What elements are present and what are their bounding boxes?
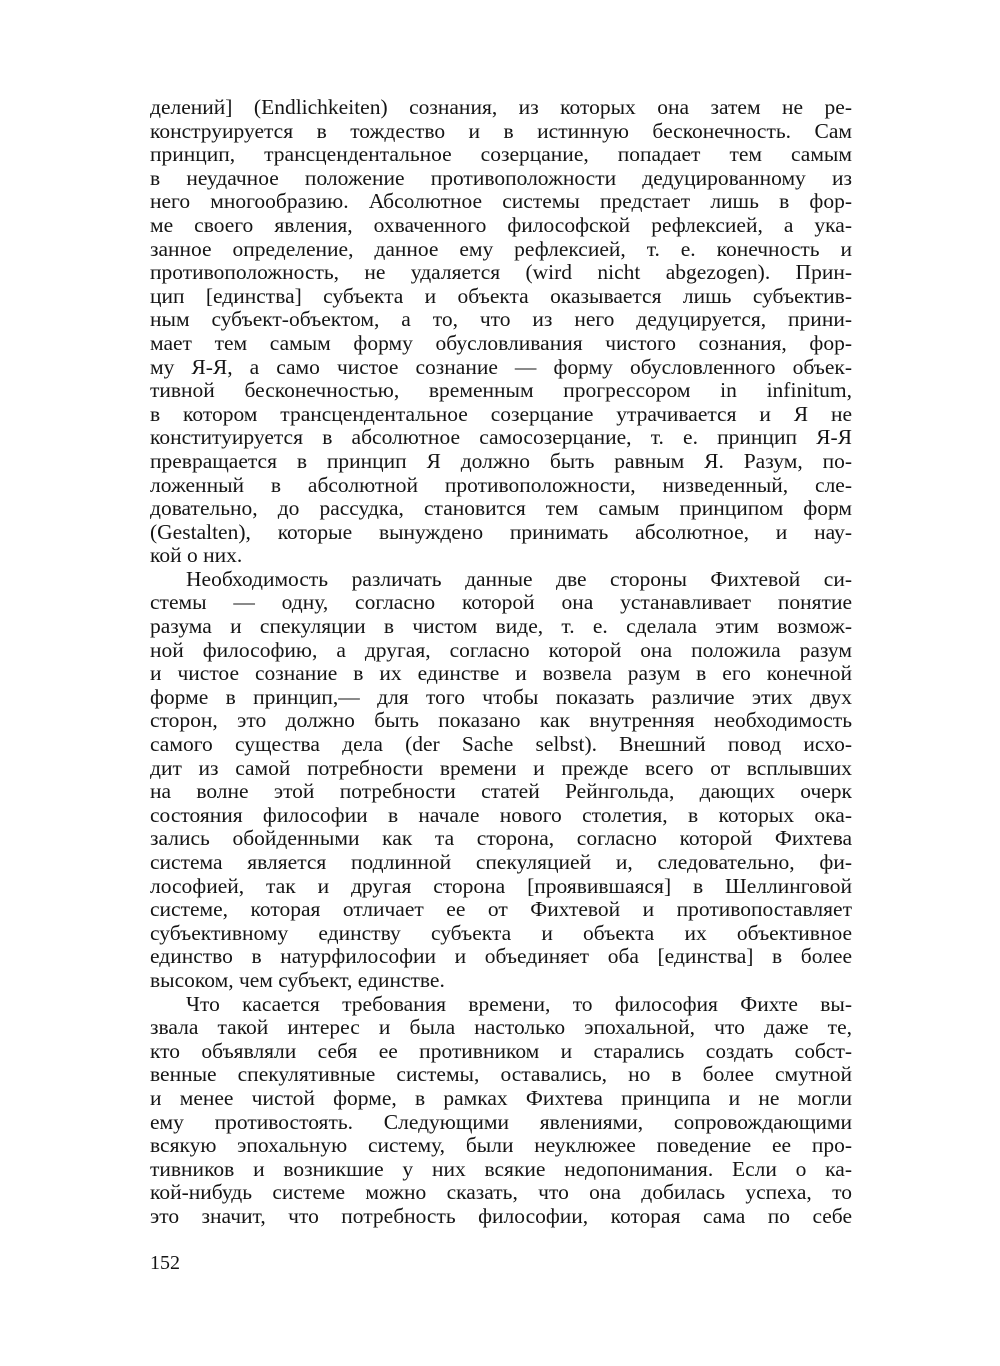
paragraph-3 — [150, 993, 852, 1229]
text-line: Необходимость различать данные две стороны Фихтевой си- — [186, 567, 852, 591]
text-line: него многообразию. Абсолютное системы предстает лишь в фор- — [150, 190, 852, 214]
text-line: занное определение, данное ему рефлексией, т. е. конечность и — [150, 237, 852, 261]
text-line: ложенный в абсолютной противоположности, низведенный, сле- — [150, 473, 852, 497]
text-line: венные спекулятивные системы, оставались, но в более смутной — [150, 1063, 852, 1087]
body-text — [150, 96, 852, 1229]
text-line: системе, которая отличает ее от Фихтевой и противопоставляет — [150, 898, 852, 922]
text-line: конструируется в тождество и в истинную бесконечность. Сам — [150, 119, 852, 143]
text-line: высоком, чем субъект, единстве. — [150, 968, 445, 992]
text-line: довательно, до рассудка, становится тем самым принципом форм — [150, 497, 852, 521]
text-line: кой о них. — [150, 544, 243, 568]
text-line: делений] (Endlichkeiten) сознания, из которых она затем не ре- — [150, 96, 852, 119]
page-number: 152 — [150, 1252, 180, 1274]
text-line: самого существа дела (der Sache selbst). Внешний повод исхо- — [150, 733, 852, 757]
paragraph-1 — [150, 96, 852, 568]
text-line: форме в принцип,— для того чтобы показать различие этих двух — [150, 685, 852, 709]
text-line: разума и спекуляции в чистом виде, т. е. сделала этим возмож- — [150, 615, 852, 639]
text-line: на волне этой потребности статей Рейнгольда, дающих очерк — [150, 780, 852, 804]
text-line: это значит, что потребность философии, которая сама по себе — [150, 1204, 852, 1228]
text-line: ным субъект-объектом, а то, что из него дедуцируется, прини- — [150, 308, 852, 332]
text-line: противоположность, не удаляется (wird nicht abgezogen). Прин- — [150, 261, 852, 285]
text-line: тивной бесконечностью, временным прогрессором in infinitum, — [150, 379, 852, 403]
text-line: Что касается требования времени, то философия Фихте вы- — [186, 992, 852, 1016]
text-line: субъективному единству субъекта и объекта их объективное — [150, 921, 852, 945]
text-line: кой-нибудь системе можно сказать, что она добилась успеха, то — [150, 1181, 852, 1205]
text-line: му Я-Я, а само чистое сознание — форму обусловленного объек- — [150, 355, 852, 379]
text-line: конституируется в абсолютное самосозерцание, т. е. принцип Я-Я — [150, 426, 852, 450]
text-line: цип [единства] субъекта и объекта оказывается лишь субъектив- — [150, 284, 852, 308]
text-line: в неудачное положение противоположности дедуцированному из — [150, 166, 852, 190]
text-line: сторон, это должно быть показано как внутренняя необходимость — [150, 709, 852, 733]
text-line: в котором трансцендентальное созерцание утрачивается и Я не — [150, 402, 852, 426]
text-line: и чистое сознание в их единстве и возвела разум в его конечной — [150, 662, 852, 686]
text-line: зались обойденными как та сторона, согласно которой Фихтева — [150, 827, 852, 851]
text-line: мает тем самым форму обусловливания чистого сознания, фор- — [150, 331, 852, 355]
text-line: ме своего явления, охваченного философской рефлексией, а ука- — [150, 213, 852, 237]
text-line: (Gestalten), которые вынуждено принимать абсолютное, и нау- — [150, 520, 852, 544]
text-line: всякую эпохальную систему, были неуклюжее поведение ее про- — [150, 1134, 852, 1158]
text-line: тивников и возникшие у них всякие недопонимания. Если о ка- — [150, 1157, 852, 1181]
text-line: лософией, так и другая сторона [проявившаяся] в Шеллинговой — [150, 874, 852, 898]
text-line: дит из самой потребности времени и прежде всего от всплывших — [150, 756, 852, 780]
text-line: состояния философии в начале нового столетия, в которых ока- — [150, 803, 852, 827]
text-line: и менее чистой форме, в рамках Фихтева принципа и не могли — [150, 1086, 852, 1110]
text-line: ной философию, а другая, согласно которой она положила разум — [150, 638, 852, 662]
text-line: единство в натурфилософии и объединяет оба [единства] в более — [150, 945, 852, 969]
paragraph-2 — [150, 568, 852, 993]
text-line: стемы — одну, согласно которой она устанавливает понятие — [150, 591, 852, 615]
text-line: превращается в принцип Я должно быть равным Я. Разум, по- — [150, 449, 852, 473]
text-line: звала такой интерес и была настолько эпохальной, что даже те, — [150, 1016, 852, 1040]
text-line: система является подлинной спекуляцией и, следовательно, фи- — [150, 851, 852, 874]
text-line: кто объявляли себя ее противником и старались создать собст- — [150, 1039, 852, 1063]
text-line: ему противостоять. Следующими явлениями, сопровождающими — [150, 1110, 852, 1134]
text-line: принцип, трансцендентальное созерцание, попадает тем самым — [150, 143, 852, 167]
